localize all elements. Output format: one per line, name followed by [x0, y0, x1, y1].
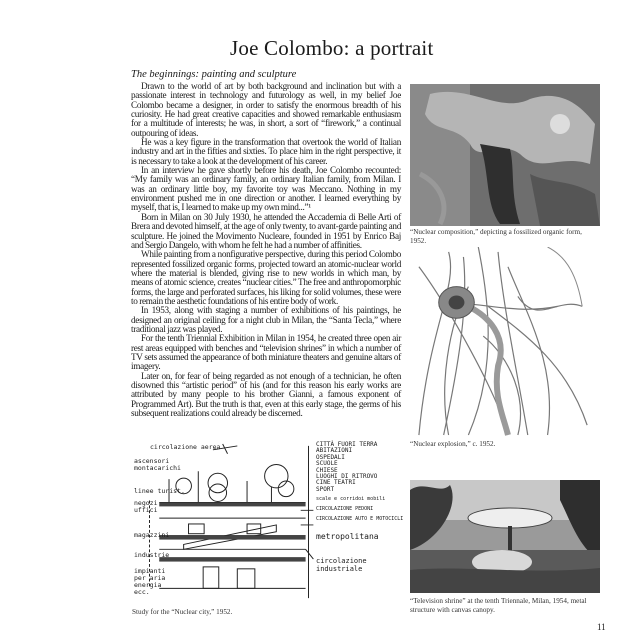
paragraph: While painting from a nonfigurative perspective, during this period Colombo represented fossilized organic forms, projected toward an atomic-nuclear world where the material is blended, giving rise to new worlds in which man, by means of atomic science, creates “nuclear cities.” The free and anthropomorphic forms, the large and perforated surfaces, his liking for solid volumes, these were to remain the aesthetic foundations of his entire body of work.	[131, 249, 401, 306]
drawing-label: scale e corridoi mobili	[316, 496, 386, 503]
nuclear-composition-image	[410, 84, 600, 226]
drawing-label: industrie	[134, 551, 170, 559]
drawing-label: CIRCOLAZIONE PEDONI	[316, 505, 374, 512]
paragraph: Born in Milan on 30 July 1930, he attended the Accademia di Belle Arti of Brera and devoted himself, at the age of only twenty, to avant-garde painting and sculpture. He joined the Movimento Nucleare, founded in 1951 by Enrico Baj and Sergio Dangelo, with whom he felt he had a number of affinities.	[131, 211, 401, 250]
paragraph: Drawn to the world of art by both background and inclination but with a passionate interest in technology and futurology as well, in my belief Joe Colombo became a designer, in order to satisfy the enormous breadth of his curiosity. He had great creative capacities and showed remarkable enthusiasm for a multitude of interests; he was, in short, a sort of “firework,” a continual outpouring of ideas.	[131, 81, 401, 138]
drawing-label: SPORT	[316, 485, 335, 493]
drawing-label: impianti per aria energia ecc.	[134, 567, 166, 596]
nuclear-composition-caption: “Nuclear composition,” depicting a fossilized organic form, 1952.	[410, 228, 582, 245]
paragraph: In 1953, along with staging a number of exhibitions of his paintings, he designed an original ceiling for a night club in Milan, the “Santa Tecla,” where traditional jazz was played.	[131, 305, 401, 334]
page-title: Joe Colombo: a portrait	[230, 36, 434, 60]
body-text	[131, 82, 401, 418]
television-shrine-photo	[410, 480, 600, 593]
drawing-label: magazzini	[134, 531, 170, 539]
drawing-label: circolazione aerea	[150, 443, 221, 451]
nuclear-explosion-image	[408, 247, 603, 437]
drawing-label: ABITAZIONI	[316, 447, 353, 455]
drawing-label: ascensori montacarichi	[134, 457, 181, 472]
section-heading: The beginnings: painting and sculpture	[131, 69, 297, 80]
drawing-label: CINE TEATRI	[316, 479, 356, 487]
paragraph: In an interview he gave shortly before his death, Joe Colombo recounted: “My family was an ordinary family, an ordinary Italian family, from Milan. I was an ordinary little boy, my favorite toy was Meccano. Nothing in my environment pushed me in one direction or another. I learned everything by myself, that is, I learned to make up my own mind...”¹	[131, 165, 401, 213]
drawing-label: CHIESE	[316, 466, 338, 474]
nuclear-city-drawing	[130, 440, 408, 605]
drawing-label: circolazione industriale	[316, 557, 367, 574]
drawing-label: LUOGHI DI RITROVO	[316, 473, 378, 481]
drawing-label: negozi uffici	[134, 499, 158, 514]
drawing-label: SCUOLE	[316, 460, 338, 468]
drawing-label: OSPEDALI	[316, 453, 345, 461]
paragraph: For the tenth Triennial Exhibition in Milan in 1954, he created three open air rest areas equipped with benches and “television shrines” in which a number of TV sets assumed the appearance of both miniature theaters and genuine altars of imagery.	[131, 333, 401, 372]
nuclear-city-caption: Study for the “Nuclear city,” 1952.	[132, 608, 233, 616]
drawing-label: linee turist.	[134, 487, 185, 495]
drawing-label: CITTÀ FUORI TERRA	[316, 441, 378, 448]
paragraph: He was a key figure in the transformation that overtook the world of Italian industry and art in the fifties and sixties. To place him in the right perspective, it is necessary to take a look at the development of his career.	[131, 137, 401, 166]
nuclear-explosion-caption: “Nuclear explosion,” c. 1952.	[410, 440, 496, 448]
drawing-label: metropolitana	[316, 532, 379, 542]
page-number: 11	[597, 622, 606, 632]
television-shrine-caption: “Television shrine” at the tenth Triennale, Milan, 1954, metal structure with canvas canopy.	[410, 597, 587, 614]
paragraph: Later on, for fear of being regarded as not enough of a technician, he often disowned this “artistic period” of his (and for this reason his early works are attributed by many people to his brother Gianni, a famous exponent of Programmed Art). But the truth is that, even at this early stage, the germs of his subsequent realizations could already be discerned.	[131, 370, 401, 419]
drawing-label: CIRCOLAZIONE AUTO E MOTOCICLI	[316, 516, 404, 523]
